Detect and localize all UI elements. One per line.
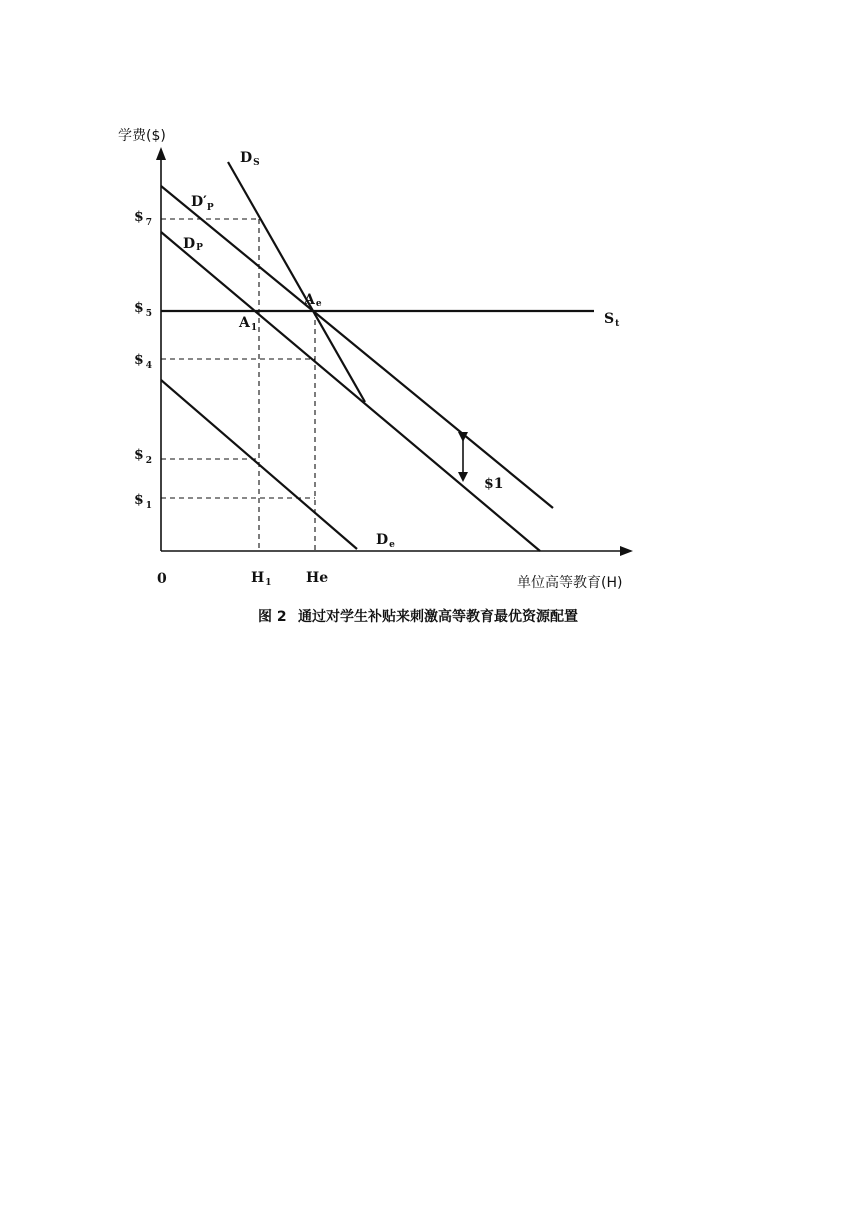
y-tick-4: $ $_4$ <box>134 352 153 371</box>
demand-line-de <box>161 380 357 549</box>
label-ds: $D_S$ <box>240 150 260 168</box>
label-dp: DP <box>183 236 203 253</box>
origin-label: 0 <box>157 571 167 587</box>
label-dp-prime: $D'_P$ <box>191 194 214 213</box>
y-tick-7: $ $_7$ <box>134 209 153 228</box>
label-point-ae: Ae <box>304 292 322 309</box>
demand-line-dp <box>161 232 540 551</box>
y-axis-label: 学费($) <box>118 128 166 144</box>
y-tick-2: $ $_2$ <box>134 447 153 466</box>
demand-line-ds <box>228 162 365 402</box>
x-tick-he: He <box>306 570 329 586</box>
label-st: $S_t$ <box>604 311 620 329</box>
x-axis-arrow-icon <box>620 546 633 556</box>
figure-caption-text: 通过对学生补贴来刺激高等教育最优资源配置 <box>298 609 578 625</box>
subsidy-label: $1 <box>484 476 504 492</box>
y-tick-1: $ $_1$ <box>134 492 153 511</box>
y-tick-5: $ $_5$ <box>134 300 153 319</box>
label-de: $D_e$ <box>376 532 395 550</box>
x-axis-label: 单位高等教育(H) <box>517 575 623 591</box>
label-point-a1: $A_1$ <box>239 315 258 333</box>
x-tick-h1: $H_1$ <box>251 570 272 588</box>
y-axis-arrow-icon <box>156 147 166 160</box>
demand-line-dp-prime <box>161 186 553 508</box>
figure-caption-number: 图 2 <box>258 609 287 625</box>
